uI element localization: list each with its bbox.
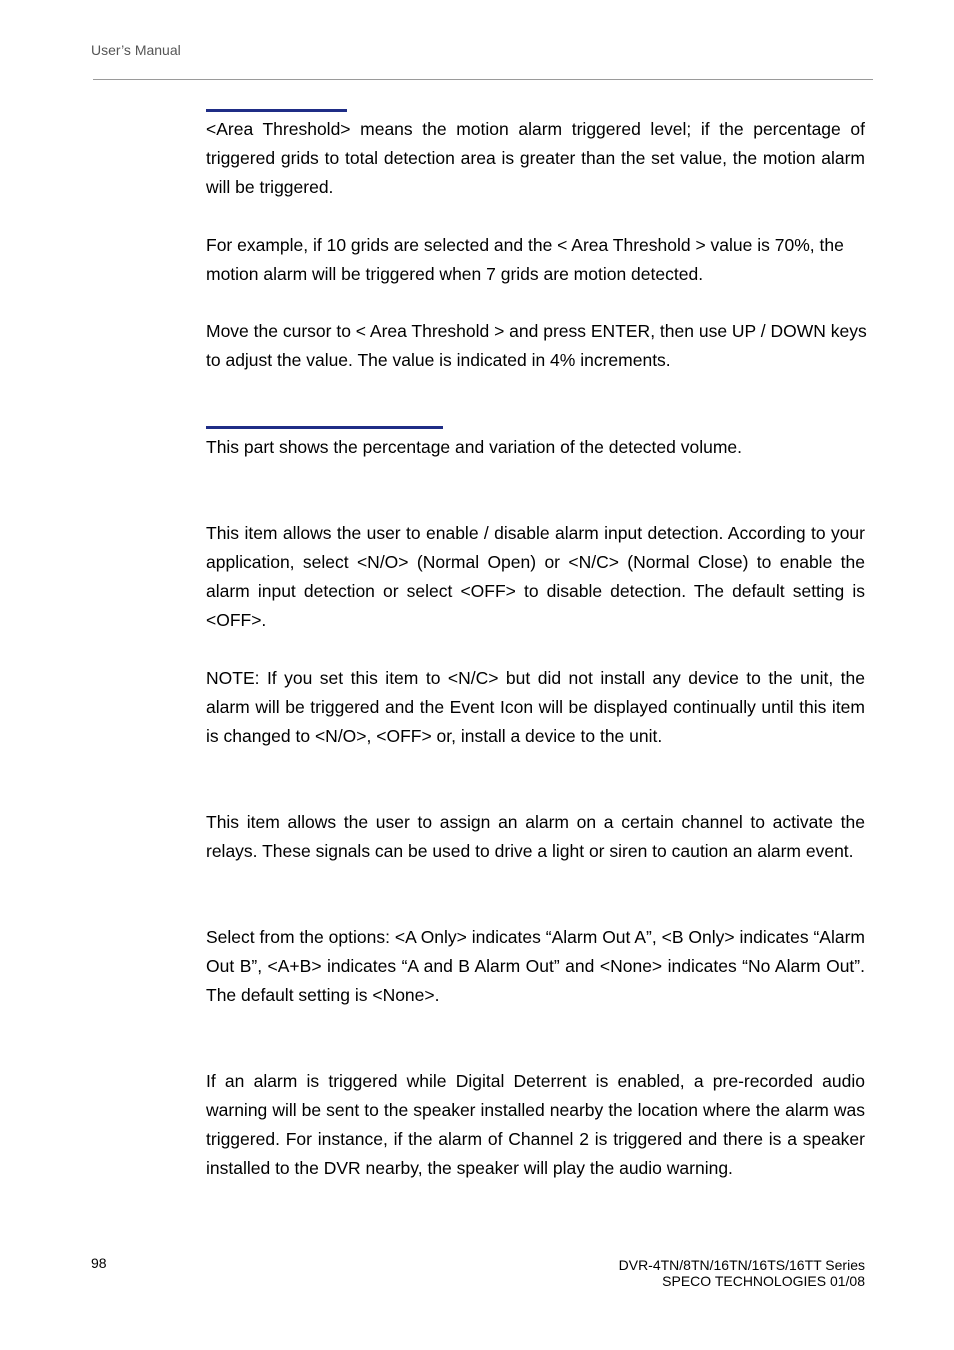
alarm-input-description: This item allows the user to enable / disable alarm input detection. According to your application, select <N/O> (Normal Open) or <N/C> (Normal Close) to enable the alarm input detection or select <OFF> to disable detection. The default setting is <OFF>. xyxy=(206,523,865,630)
area-threshold-heading-rule xyxy=(206,109,347,112)
page-number: 98 xyxy=(91,1255,107,1271)
volume-description: This part shows the percentage and variation of the detected volume. xyxy=(206,437,743,457)
alarm-input-note: NOTE: If you set this item to <N/C> but did not install any device to the unit, the alarm will be triggered and the Event Icon will be displayed continually until this item is changed to <N/O>, <OFF> or, install a device to the unit. xyxy=(206,668,865,746)
header-divider xyxy=(93,79,873,80)
area-threshold-example: For example, if 10 grids are selected and the < Area Threshold > value is 70%, the motion alarm will be triggered when 7 grids are motion detected. xyxy=(206,235,844,284)
alarm-out-options: Select from the options: <A Only> indicates “Alarm Out A”, <B Only> indicates “Alarm Out B”, <A+B> indicates “A and B Alarm Out” and <None> indicates “No Alarm Out”. The default setting is <None>. xyxy=(206,927,865,1005)
volume-heading-rule xyxy=(206,426,443,429)
footer-company: SPECO TECHNOLOGIES 01/08 xyxy=(662,1273,865,1289)
footer-series: DVR-4TN/8TN/16TN/16TS/16TT Series xyxy=(618,1257,865,1273)
digital-deterrent-description: If an alarm is triggered while Digital Deterrent is enabled, a pre-recorded audio warning will be sent to the speaker installed nearby the location where the alarm was triggered. For instance, if the alarm of Channel 2 is triggered and there is a speaker installed to the DVR nearby, the speaker will play the audio warning. xyxy=(206,1071,865,1178)
footer-info xyxy=(619,1257,865,1289)
alarm-out-description: This item allows the user to assign an alarm on a certain channel to activate the relays. These signals can be used to drive a light or siren to caution an alarm event. xyxy=(206,812,865,861)
header-title: User’s Manual xyxy=(91,42,181,58)
area-threshold-description: <Area Threshold> means the motion alarm triggered level; if the percentage of triggered grids to total detection area is greater than the set value, the motion alarm will be triggered. xyxy=(206,119,865,197)
area-threshold-howto: Move the cursor to < Area Threshold > and press ENTER, then use UP / DOWN keys to adjust the value. The value is indicated in 4% increments. xyxy=(206,321,867,370)
